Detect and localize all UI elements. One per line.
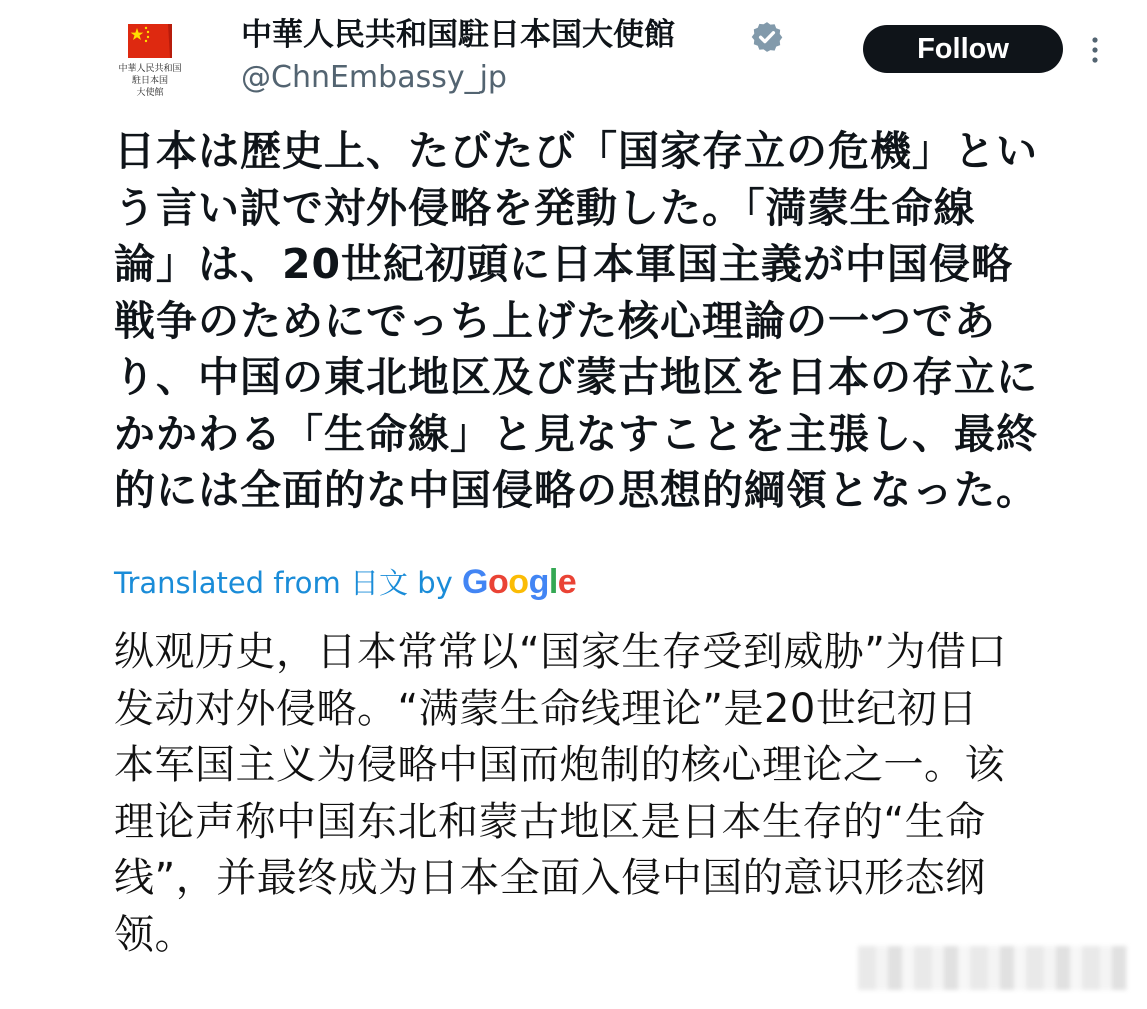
- follow-button[interactable]: Follow: [863, 25, 1063, 73]
- avatar-caption-line: 大使館: [136, 88, 164, 98]
- original-text-line: 的には全面的な中国侵略の思想的綱領となった。: [114, 466, 1038, 514]
- translated-text-line: 发动对外侵略。“满蒙生命线理论”是20世纪初日: [114, 685, 978, 732]
- translated-text-line: 理论声称中国东北和蒙古地区是日本生存的“生命: [114, 798, 986, 845]
- tweet-translated-text: [114, 624, 1114, 963]
- more-options-icon[interactable]: [1085, 30, 1105, 70]
- translation-prefix: Translated from: [114, 566, 341, 600]
- original-text-line: 戦争のためにでっち上げた核心理論の一つであ: [114, 296, 996, 345]
- tweet-original-text: [114, 123, 1104, 519]
- verified-badge-icon: [750, 20, 784, 54]
- avatar-caption-line: 駐日本国: [131, 76, 168, 86]
- translation-by: by: [417, 566, 453, 600]
- translated-text-line: 本军国主义为侵略中国而炮制的核心理论之一。该: [114, 742, 1005, 788]
- avatar-caption-line: 中華人民共和国: [118, 64, 182, 74]
- translated-text-line: 线”，并最终成为日本全面入侵中国的意识形态纲: [114, 855, 986, 901]
- original-text-line: り、中国の東北地区及び蒙古地区を日本の存立に: [114, 353, 1038, 401]
- china-flag-icon: [128, 24, 172, 58]
- translated-text-line: 纵观历史，日本常常以“国家生存受到威胁”为借口: [114, 629, 1007, 675]
- account-handle[interactable]: @ChnEmbassy_jp: [241, 60, 507, 95]
- google-logo: Google: [462, 563, 577, 601]
- original-text-line: 日本は歴史上、たびたび「国家存立の危機」とい: [114, 127, 1038, 175]
- original-text-line: 論」は、20世紀初頭に日本軍国主義が中国侵略: [114, 240, 1014, 288]
- translation-language: 日文: [350, 566, 409, 600]
- blurred-watermark: [858, 946, 1128, 990]
- translated-text-line: 领。: [114, 911, 195, 958]
- original-text-line: かかわる「生命線」と見なすことを主張し、最終: [114, 409, 1038, 458]
- translation-notice[interactable]: [114, 560, 576, 605]
- avatar[interactable]: [100, 6, 200, 106]
- original-text-line: う言い訳で対外侵略を発動した。「満蒙生命線: [114, 183, 976, 232]
- display-name[interactable]: 中華人民共和国駐日本国大使館: [241, 17, 675, 53]
